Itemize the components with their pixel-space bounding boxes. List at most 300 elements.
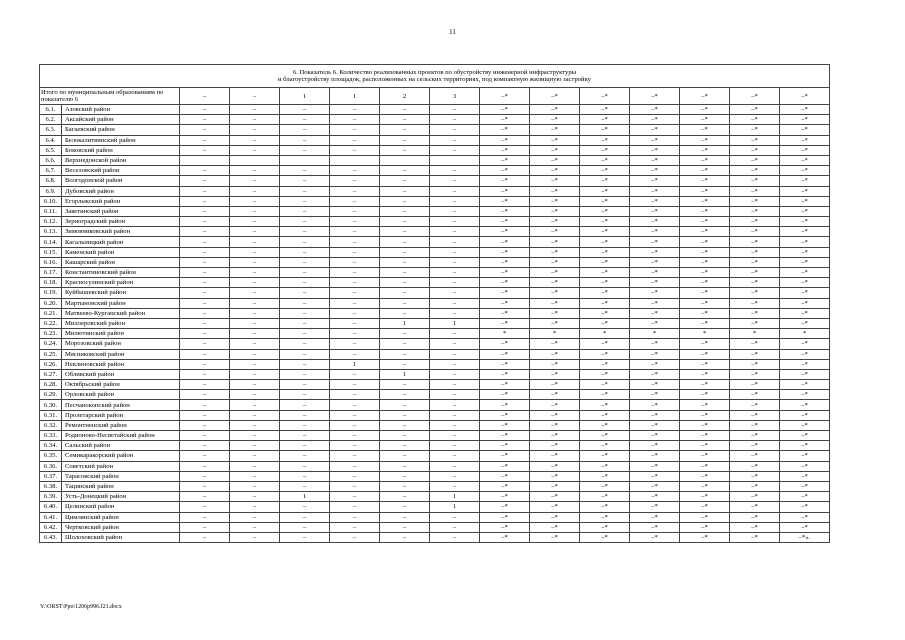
value-cell: –* — [580, 502, 630, 512]
value-cell: –* — [630, 166, 680, 176]
value-cell: –* — [480, 339, 530, 349]
value-cell: –* — [680, 441, 730, 451]
value-cell: –* — [630, 237, 680, 247]
value-cell: –* — [680, 318, 730, 328]
value-cell: –* — [680, 227, 730, 237]
value-cell: –* — [480, 492, 530, 502]
value-cell: –* — [680, 298, 730, 308]
value-cell: – — [430, 410, 480, 420]
value-cell: – — [280, 105, 330, 115]
value-cell: – — [330, 115, 380, 125]
value-cell: –* — [630, 522, 680, 532]
value-cell: –* — [680, 206, 730, 216]
value-cell: – — [180, 502, 230, 512]
value-cell: – — [180, 369, 230, 379]
district-name: Орловский район — [62, 390, 180, 400]
value-cell: –* — [480, 471, 530, 481]
value-cell: –* — [530, 105, 580, 115]
value-cell: –* — [730, 186, 780, 196]
value-cell: – — [180, 481, 230, 491]
table-row — [40, 155, 830, 165]
table-row — [40, 318, 830, 328]
value-cell: –* — [680, 339, 730, 349]
value-cell: –* — [730, 206, 780, 216]
row-number: 6.9. — [40, 186, 62, 196]
value-cell: –* — [730, 441, 780, 451]
value-cell: –* — [730, 135, 780, 145]
value-cell: –* — [680, 420, 730, 430]
row-number: 6.7. — [40, 166, 62, 176]
value-cell: – — [230, 176, 280, 186]
table-title — [40, 65, 830, 88]
table-row — [40, 135, 830, 145]
value-cell: –* — [580, 481, 630, 491]
value-cell: –* — [580, 318, 630, 328]
value-cell: – — [180, 308, 230, 318]
district-name: Октябрьский район — [62, 380, 180, 390]
value-cell: –* — [480, 247, 530, 257]
table-title-line-1: 6. Показатель 6. Количество реализованных проектов по обустройству инженерной инфраструктуры — [292, 68, 577, 76]
value-cell: – — [180, 339, 230, 349]
table-row — [40, 145, 830, 155]
value-cell: – — [430, 298, 480, 308]
table-row — [40, 166, 830, 176]
value-cell: –* — [530, 522, 580, 532]
value-cell: – — [230, 410, 280, 420]
value-cell: – — [430, 206, 480, 216]
value-cell: – — [180, 512, 230, 522]
value-cell: –* — [730, 431, 780, 441]
value-cell: – — [280, 502, 330, 512]
value-cell: –* — [480, 186, 530, 196]
value-cell: –* — [780, 451, 830, 461]
value-cell: –* — [730, 359, 780, 369]
value-cell: – — [380, 481, 430, 491]
value-cell: –* — [680, 492, 730, 502]
value-cell: –* — [580, 257, 630, 267]
value-cell: –* — [630, 431, 680, 441]
table-row — [40, 502, 830, 512]
value-cell: –* — [580, 461, 630, 471]
value-cell: –* — [480, 502, 530, 512]
value-cell: – — [430, 481, 480, 491]
value-cell: – — [330, 298, 380, 308]
row-number: 6.3. — [40, 125, 62, 135]
table-row — [40, 105, 830, 115]
value-cell: –* — [730, 502, 780, 512]
total-row — [40, 88, 830, 105]
value-cell: – — [230, 400, 280, 410]
value-cell: –* — [480, 512, 530, 522]
value-cell: –* — [630, 461, 680, 471]
value-cell: –* — [680, 349, 730, 359]
value-cell: –* — [530, 298, 580, 308]
district-name: Матвеево-Курганский район — [62, 308, 180, 318]
value-cell: – — [430, 247, 480, 257]
value-cell: –* — [530, 288, 580, 298]
row-number: 6.34. — [40, 441, 62, 451]
page-number: 11 — [449, 28, 456, 36]
table-row — [40, 308, 830, 318]
value-cell: – — [430, 257, 480, 267]
value-cell: –* — [780, 339, 830, 349]
table-row — [40, 359, 830, 369]
value-cell: – — [330, 217, 380, 227]
table-row — [40, 492, 830, 502]
value-cell: – — [380, 451, 430, 461]
value-cell: – — [180, 431, 230, 441]
row-number: 6.12. — [40, 217, 62, 227]
total-value-cell: –* — [630, 88, 680, 105]
value-cell: –* — [780, 349, 830, 359]
value-cell: –* — [480, 257, 530, 267]
value-cell: –* — [630, 492, 680, 502]
district-name: Миллеровский район — [62, 318, 180, 328]
value-cell: –* — [630, 318, 680, 328]
value-cell: – — [280, 186, 330, 196]
value-cell: –* — [680, 217, 730, 227]
table-row — [40, 206, 830, 216]
value-cell: –* — [630, 441, 680, 451]
value-cell: –* — [780, 257, 830, 267]
value-cell: – — [280, 196, 330, 206]
table-row — [40, 400, 830, 410]
value-cell: – — [230, 522, 280, 532]
table-row — [40, 196, 830, 206]
value-cell: –* — [730, 125, 780, 135]
value-cell: – — [330, 105, 380, 115]
table-row — [40, 268, 830, 278]
value-cell: – — [430, 400, 480, 410]
value-cell: – — [230, 339, 280, 349]
value-cell: –* — [480, 145, 530, 155]
row-number: 6.35. — [40, 451, 62, 461]
value-cell: –* — [630, 176, 680, 186]
district-name: Константиновский район — [62, 268, 180, 278]
value-cell: –* — [630, 298, 680, 308]
value-cell: –* — [680, 278, 730, 288]
value-cell: – — [380, 512, 430, 522]
value-cell: – — [280, 206, 330, 216]
value-cell: –* — [680, 247, 730, 257]
value-cell: – — [430, 288, 480, 298]
table-row — [40, 512, 830, 522]
table-row — [40, 278, 830, 288]
value-cell: – — [330, 441, 380, 451]
value-cell: – — [330, 135, 380, 145]
value-cell: –* — [480, 155, 530, 165]
value-cell: –* — [730, 176, 780, 186]
value-cell: – — [230, 390, 280, 400]
value-cell: –* — [480, 288, 530, 298]
value-cell: – — [330, 522, 380, 532]
value-cell: – — [230, 471, 280, 481]
value-cell: – — [380, 359, 430, 369]
value-cell: – — [380, 339, 430, 349]
total-value-cell: –* — [580, 88, 630, 105]
value-cell: –* — [730, 369, 780, 379]
value-cell: – — [380, 471, 430, 481]
value-cell: –* — [680, 176, 730, 186]
value-cell: – — [280, 461, 330, 471]
value-cell: –* — [530, 196, 580, 206]
value-cell: –* — [630, 390, 680, 400]
value-cell: – — [180, 359, 230, 369]
value-cell: – — [280, 400, 330, 410]
value-cell: –* — [730, 105, 780, 115]
row-number: 6.21. — [40, 308, 62, 318]
value-cell: –* — [580, 400, 630, 410]
value-cell: –* — [580, 288, 630, 298]
district-name: Кагальницкий район — [62, 237, 180, 247]
value-cell: – — [280, 532, 330, 542]
value-cell: – — [430, 105, 480, 115]
value-cell: –* — [480, 318, 530, 328]
value-cell: –* — [680, 145, 730, 155]
value-cell: – — [430, 115, 480, 125]
value-cell: –* — [580, 135, 630, 145]
value-cell: – — [280, 227, 330, 237]
value-cell: –* — [480, 268, 530, 278]
table-row — [40, 288, 830, 298]
value-cell: –* — [680, 532, 730, 542]
value-cell: –* — [780, 369, 830, 379]
value-cell: –* — [680, 268, 730, 278]
value-cell: – — [380, 217, 430, 227]
table-row — [40, 227, 830, 237]
value-cell: –* — [680, 502, 730, 512]
value-cell: – — [280, 471, 330, 481]
value-cell: 1 — [430, 502, 480, 512]
value-cell: –* — [780, 441, 830, 451]
value-cell: –* — [680, 369, 730, 379]
value-cell: – — [230, 318, 280, 328]
value-cell: –* — [780, 176, 830, 186]
value-cell: –* — [530, 318, 580, 328]
value-cell: –* — [530, 380, 580, 390]
district-name: Обливский район — [62, 369, 180, 379]
value-cell: –* — [480, 410, 530, 420]
district-name: Белокалитвинский район — [62, 135, 180, 145]
value-cell: – — [430, 145, 480, 155]
value-cell: – — [430, 217, 480, 227]
value-cell: 1 — [380, 369, 430, 379]
value-cell: – — [230, 145, 280, 155]
value-cell: – — [430, 237, 480, 247]
value-cell: –* — [630, 105, 680, 115]
value-cell: – — [380, 308, 430, 318]
value-cell: – — [230, 420, 280, 430]
value-cell: –* — [630, 206, 680, 216]
value-cell: 1 — [380, 318, 430, 328]
value-cell: – — [230, 461, 280, 471]
value-cell: – — [430, 176, 480, 186]
value-cell: –* — [680, 115, 730, 125]
value-cell: – — [280, 125, 330, 135]
value-cell: –* — [680, 522, 730, 532]
value-cell: – — [330, 166, 380, 176]
value-cell: –* — [580, 410, 630, 420]
value-cell: –* — [730, 298, 780, 308]
value-cell: –* — [780, 247, 830, 257]
value-cell: –* — [630, 186, 680, 196]
value-cell: * — [730, 329, 780, 339]
row-number: 6.42. — [40, 522, 62, 532]
value-cell: –* — [780, 217, 830, 227]
indicator-table — [39, 64, 830, 543]
value-cell: –* — [780, 135, 830, 145]
district-name: Тацинский район — [62, 481, 180, 491]
value-cell: –* — [630, 247, 680, 257]
table-row — [40, 461, 830, 471]
table-row — [40, 410, 830, 420]
value-cell: – — [330, 471, 380, 481]
value-cell: –* — [630, 268, 680, 278]
value-cell: – — [180, 268, 230, 278]
value-cell: – — [180, 227, 230, 237]
total-value-cell: –* — [530, 88, 580, 105]
value-cell: –* — [780, 461, 830, 471]
value-cell: –* — [730, 380, 780, 390]
row-number: 6.41. — [40, 512, 62, 522]
value-cell: –* — [730, 451, 780, 461]
value-cell: –* — [630, 257, 680, 267]
district-name: Волгодонской район — [62, 176, 180, 186]
value-cell: –* — [530, 186, 580, 196]
value-cell: – — [330, 318, 380, 328]
value-cell: –* — [480, 369, 530, 379]
value-cell: –* — [480, 390, 530, 400]
value-cell: –* — [630, 471, 680, 481]
district-name: Тарасовский район — [62, 471, 180, 481]
row-number: 6.20. — [40, 298, 62, 308]
value-cell: – — [230, 308, 280, 318]
value-cell: –* — [730, 288, 780, 298]
value-cell: –* — [780, 268, 830, 278]
value-cell: –* — [530, 471, 580, 481]
value-cell: – — [230, 278, 280, 288]
district-name: Верхнедонской район — [62, 155, 180, 165]
value-cell: –* — [630, 227, 680, 237]
row-number: 6.11. — [40, 206, 62, 216]
value-cell: – — [280, 166, 330, 176]
row-number: 6.28. — [40, 380, 62, 390]
row-number: 6.17. — [40, 268, 62, 278]
value-cell: –* — [530, 410, 580, 420]
value-cell: –* — [780, 227, 830, 237]
value-cell: –* — [780, 431, 830, 441]
value-cell: – — [330, 206, 380, 216]
value-cell: – — [330, 308, 380, 318]
value-cell: – — [280, 339, 330, 349]
value-cell: –* — [530, 359, 580, 369]
value-cell: – — [180, 441, 230, 451]
value-cell: – — [430, 441, 480, 451]
value-cell: – — [280, 390, 330, 400]
row-number: 6.2. — [40, 115, 62, 125]
value-cell: –* — [480, 135, 530, 145]
value-cell: * — [480, 329, 530, 339]
value-cell: – — [230, 105, 280, 115]
value-cell: – — [330, 390, 380, 400]
value-cell: –* — [630, 502, 680, 512]
district-name: Чертковский район — [62, 522, 180, 532]
value-cell: –* — [730, 166, 780, 176]
value-cell: – — [430, 227, 480, 237]
value-cell: – — [180, 135, 230, 145]
total-label: Итого по муниципальным образованиям по показателю 6 — [40, 88, 180, 105]
value-cell: – — [230, 196, 280, 206]
row-number: 6.26. — [40, 359, 62, 369]
value-cell: – — [280, 308, 330, 318]
value-cell: – — [430, 532, 480, 542]
value-cell: –* — [480, 380, 530, 390]
value-cell: –* — [480, 298, 530, 308]
table-row — [40, 451, 830, 461]
value-cell: – — [330, 227, 380, 237]
district-name: Ремонтненский район — [62, 420, 180, 430]
value-cell: – — [380, 420, 430, 430]
district-name: Мясниковский район — [62, 349, 180, 359]
value-cell: –* — [780, 410, 830, 420]
district-name: Родионово-Несветайский район — [62, 431, 180, 441]
value-cell: –* — [580, 339, 630, 349]
row-number: 6.37. — [40, 471, 62, 481]
value-cell: – — [330, 492, 380, 502]
value-cell: – — [280, 318, 330, 328]
value-cell: –* — [780, 502, 830, 512]
district-name: Целинский район — [62, 502, 180, 512]
value-cell: –* — [680, 196, 730, 206]
value-cell: –* — [580, 451, 630, 461]
value-cell: –* — [730, 227, 780, 237]
total-value-cell: –* — [780, 88, 830, 105]
row-number: 6.19. — [40, 288, 62, 298]
table-row — [40, 176, 830, 186]
value-cell: –* — [780, 105, 830, 115]
value-cell: –* — [580, 369, 630, 379]
value-cell: –* — [480, 532, 530, 542]
table-row — [40, 237, 830, 247]
value-cell: –* — [680, 166, 730, 176]
district-name: Азовский район — [62, 105, 180, 115]
value-cell: – — [330, 349, 380, 359]
value-cell: – — [280, 431, 330, 441]
value-cell: –* — [530, 441, 580, 451]
value-cell: – — [230, 441, 280, 451]
value-cell: –* — [580, 176, 630, 186]
value-cell: – — [330, 380, 380, 390]
value-cell: –* — [630, 135, 680, 145]
value-cell: –* — [630, 288, 680, 298]
value-cell: – — [230, 166, 280, 176]
value-cell: – — [180, 105, 230, 115]
value-cell: –* — [530, 278, 580, 288]
value-cell: –* — [680, 155, 730, 165]
value-cell: – — [180, 278, 230, 288]
value-cell: –* — [530, 502, 580, 512]
value-cell: – — [330, 451, 380, 461]
value-cell: – — [380, 288, 430, 298]
value-cell: – — [330, 410, 380, 420]
value-cell: – — [230, 359, 280, 369]
value-cell: –* — [630, 349, 680, 359]
total-value-cell: 1 — [280, 88, 330, 105]
total-value-cell: –* — [480, 88, 530, 105]
value-cell: – — [230, 217, 280, 227]
value-cell: –* — [680, 410, 730, 420]
value-cell: –* — [580, 145, 630, 155]
